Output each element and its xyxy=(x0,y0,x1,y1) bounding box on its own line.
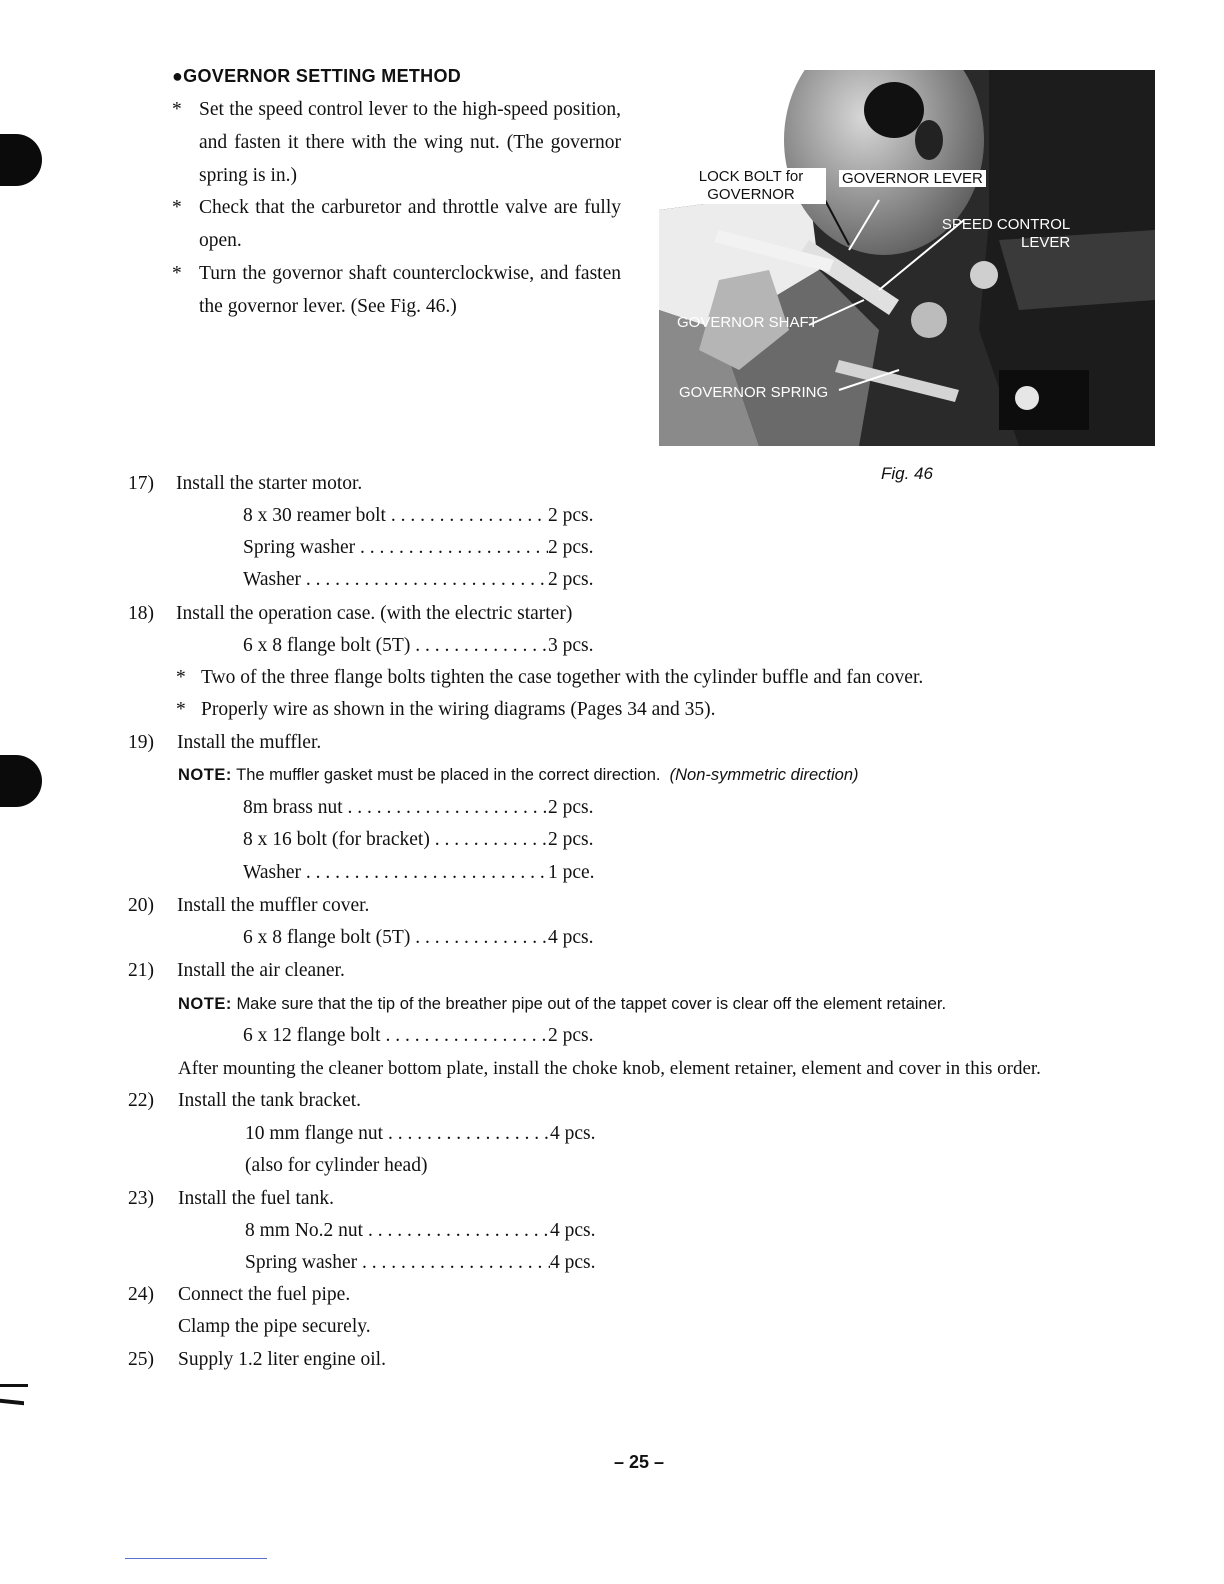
spec-qty: 2 pcs. xyxy=(548,1025,594,1046)
step-text: Connect the fuel pipe. xyxy=(178,1284,351,1305)
spec-item: Spring washer . . . xyxy=(245,1247,550,1280)
label-speed-control-line1: SPEED CONTROL xyxy=(941,216,1071,233)
binder-mark-bottom-2 xyxy=(0,1399,24,1406)
spec-item: 8 x 30 reamer bolt . . . xyxy=(243,500,548,533)
spec-item: Washer . . . xyxy=(243,564,548,597)
bullet-text: Check that the carburetor and throttle valve are fully open. xyxy=(199,197,621,252)
bullet-star: * xyxy=(172,99,182,120)
label-governor-lever: GOVERNOR LEVER xyxy=(839,170,986,187)
spec-row xyxy=(243,630,594,663)
note-label: NOTE: xyxy=(178,995,232,1013)
bullet-star: * xyxy=(176,699,186,720)
bottom-rule xyxy=(125,1558,267,1559)
label-lock-bolt xyxy=(676,168,826,204)
spec-qty: 4 pcs. xyxy=(550,1252,596,1273)
step-subtext: Clamp the pipe securely. xyxy=(178,1316,371,1337)
spec-qty: 1 pce. xyxy=(548,862,595,883)
spec-row xyxy=(243,792,594,825)
governor-bullets xyxy=(172,94,632,324)
note-label: NOTE: xyxy=(178,766,232,784)
spec-row xyxy=(243,824,594,857)
bullet-text: Set the speed control lever to the high-speed position, and fasten it there with the wing nut. (The governor spring is in.) xyxy=(199,99,621,186)
spec-qty: 2 pcs. xyxy=(548,569,594,590)
spec-item: 8 mm No.2 nut . . . xyxy=(245,1215,550,1248)
step-number: 20) xyxy=(128,895,154,916)
spec-item: 8m brass nut . . . xyxy=(243,792,548,825)
spec-row xyxy=(243,500,594,533)
binder-mark-bottom xyxy=(0,1384,28,1387)
step-text: Install the muffler cover. xyxy=(177,895,370,916)
spec-qty: 4 pcs. xyxy=(550,1123,596,1144)
spec-qty: 4 pcs. xyxy=(548,927,594,948)
step-text: Install the operation case. (with the electric starter) xyxy=(176,603,573,624)
spec-row xyxy=(243,857,595,890)
label-speed-control-line2: LEVER xyxy=(1021,234,1071,251)
bullet-text: Two of the three flange bolts tighten the case together with the cylinder buffle and fan cover. xyxy=(201,667,924,688)
spec-item: 6 x 12 flange bolt . . . xyxy=(243,1020,548,1053)
note-bullet xyxy=(176,694,715,727)
bullet-star: * xyxy=(176,667,186,688)
label-lock-bolt-line1: LOCK BOLT for xyxy=(698,168,804,185)
step-number: 25) xyxy=(128,1349,154,1370)
step-number: 24) xyxy=(128,1284,154,1305)
label-governor-shaft: GOVERNOR SHAFT xyxy=(677,314,818,331)
step-number: 18) xyxy=(128,603,154,624)
spec-row xyxy=(243,1020,594,1053)
spec-item: Spring washer . . . xyxy=(243,532,548,565)
spec-qty: 2 pcs. xyxy=(548,537,594,558)
spec-row xyxy=(243,922,594,955)
step-number: 23) xyxy=(128,1188,154,1209)
note-line xyxy=(178,988,946,1021)
note-text: The muffler gasket must be placed in the correct direction. xyxy=(236,766,661,784)
note-text: Make sure that the tip of the breather pipe out of the tappet cover is clear off the element retainer. xyxy=(236,995,947,1013)
spec-item: 6 x 8 flange bolt (5T) . . . xyxy=(243,922,548,955)
step-number: 22) xyxy=(128,1090,154,1111)
binder-hole-top xyxy=(0,134,42,186)
spec-row xyxy=(243,564,594,597)
step-text: Install the starter motor. xyxy=(176,473,363,494)
spec-item: 8 x 16 bolt (for bracket) . . . xyxy=(243,824,548,857)
spec-row xyxy=(245,1247,596,1280)
spec-qty: 2 pcs. xyxy=(548,505,594,526)
step-number: 21) xyxy=(128,960,154,981)
step-number: 19) xyxy=(128,732,154,753)
spec-item: 6 x 8 flange bolt (5T) . . . xyxy=(243,630,548,663)
spec-subnote: (also for cylinder head) xyxy=(245,1155,428,1176)
label-lock-bolt-line2: GOVERNOR xyxy=(707,186,795,203)
spec-row xyxy=(245,1118,596,1151)
step-text: Supply 1.2 liter engine oil. xyxy=(178,1349,386,1370)
binder-hole-middle xyxy=(0,755,42,807)
bullet-star: * xyxy=(172,262,182,284)
note-bullet xyxy=(176,662,923,695)
bullet-item xyxy=(172,258,632,324)
figure-46-photo xyxy=(659,70,1155,446)
spec-row xyxy=(245,1215,596,1248)
step-text: Install the tank bracket. xyxy=(178,1090,362,1111)
step-text: Install the muffler. xyxy=(177,732,322,753)
spec-qty: 2 pcs. xyxy=(548,829,594,850)
bullet-item xyxy=(172,192,632,258)
bullet-star: * xyxy=(172,197,182,219)
note-aside: (Non-symmetric direction) xyxy=(669,766,859,784)
section-heading: ●GOVERNOR SETTING METHOD xyxy=(172,66,462,86)
note-line xyxy=(178,759,859,792)
spec-row xyxy=(243,532,594,565)
step-text: Install the air cleaner. xyxy=(177,960,345,981)
spec-qty: 4 pcs. xyxy=(550,1220,596,1241)
spec-item: 10 mm flange nut . . . xyxy=(245,1118,550,1151)
spec-item: Washer . . . xyxy=(243,857,548,890)
spec-qty: 2 pcs. xyxy=(548,797,594,818)
figure-caption: Fig. 46 xyxy=(881,464,933,483)
bullet-item xyxy=(172,94,632,192)
label-governor-spring: GOVERNOR SPRING xyxy=(679,384,829,401)
step-number: 17) xyxy=(128,473,154,494)
bullet-text: Turn the governor shaft counterclockwise, and fasten the governor lever. (See Fig. 46.) xyxy=(199,262,621,317)
spec-qty: 3 pcs. xyxy=(548,635,594,656)
label-speed-control xyxy=(941,216,1070,252)
step-text: Install the fuel tank. xyxy=(178,1188,334,1209)
step-paragraph: After mounting the cleaner bottom plate, install the choke knob, element retainer, element and cover in this order. xyxy=(178,1058,1041,1079)
page-number: – 25 – xyxy=(614,1452,665,1472)
bullet-text: Properly wire as shown in the wiring diagrams (Pages 34 and 35). xyxy=(201,699,716,720)
